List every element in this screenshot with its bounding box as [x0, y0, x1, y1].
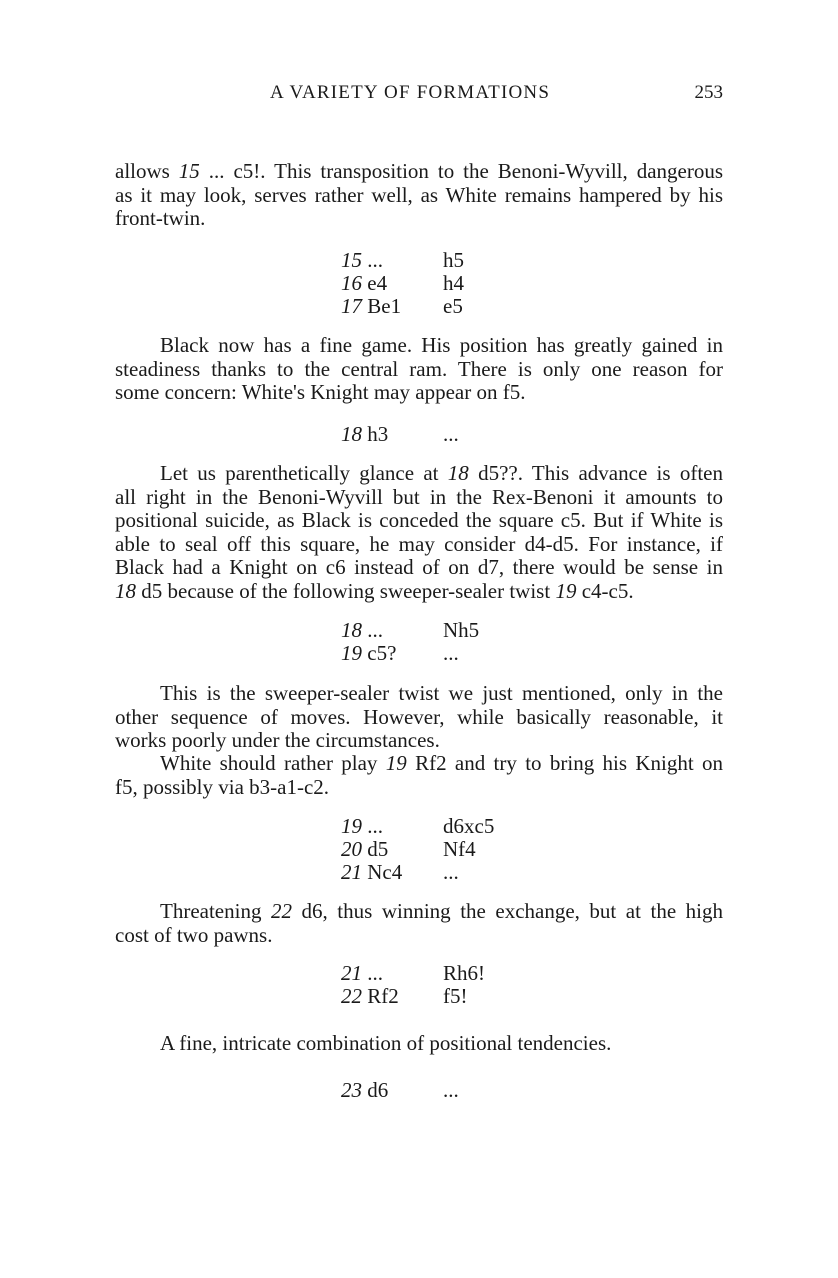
move-row: 19 c5? ... — [341, 641, 459, 665]
text-line: other sequence of moves. However, while basically reasonable, it — [115, 704, 723, 729]
text-line: cost of two pawns. — [115, 922, 273, 947]
paragraph-2 — [115, 334, 723, 405]
chapter-title: A VARIETY OF FORMATIONS — [270, 82, 551, 103]
move-row: 18 ... Nh5 — [341, 618, 480, 642]
move-list-1 — [341, 249, 601, 318]
move-row: 22 Rf2 f5! — [341, 984, 468, 1008]
text-line: front-twin. — [115, 206, 206, 230]
text-line: Let us parenthetically glance at 18 d5??. This advance is often — [160, 461, 723, 485]
running-head — [115, 82, 723, 110]
move-row: 16 e4 h4 — [341, 271, 464, 295]
text-line: Black now has a fine game. His position has greatly gained in — [160, 333, 723, 357]
move-list-5 — [341, 962, 601, 1008]
paragraph-7 — [115, 1032, 723, 1056]
text-line: steadiness thanks to the central ram. There is only one reason for — [115, 356, 723, 381]
text-line: A fine, intricate combination of positional tendencies. — [160, 1031, 612, 1055]
paragraph-6 — [115, 900, 723, 947]
text-line: some concern: White's Knight may appear on f5. — [115, 380, 526, 404]
move-list-2 — [341, 423, 601, 446]
move-list-6 — [341, 1079, 601, 1102]
page-number: 253 — [694, 82, 723, 103]
text-line: White should rather play 19 Rf2 and try to bring his Knight on — [160, 751, 724, 775]
move-row: 23 d6 ... — [341, 1078, 459, 1102]
paragraph-1 — [115, 160, 723, 231]
paragraph-5 — [115, 752, 723, 799]
text-line: as it may look, serves rather well, as White remains hampered by his — [115, 182, 723, 207]
text-line: able to seal off this square, he may consider d4-d5. For instance, if — [115, 531, 723, 556]
text-line: Threatening 22 d6, thus winning the exchange, but at the high — [160, 899, 723, 923]
text-line: allows 15 ... c5!. This transposition to the Benoni-Wyvill, dangerous — [115, 159, 724, 183]
text-line: positional suicide, as Black is conceded the square c5. But if White is — [115, 508, 723, 532]
move-row: 15 ... h5 — [341, 248, 464, 272]
text-line: This is the sweeper-sealer twist we just mentioned, only in the — [160, 681, 723, 705]
paragraph-3 — [115, 462, 723, 603]
text-line: works poorly under the circumstances. — [115, 728, 440, 752]
move-row: 21 Nc4 ... — [341, 860, 459, 884]
move-list-4 — [341, 815, 601, 884]
text-line: 18 d5 because of the following sweeper-sealer twist 19 c4-c5. — [115, 578, 634, 603]
move-row: 17 Be1 e5 — [341, 294, 463, 318]
move-row: 21 ... Rh6! — [341, 961, 485, 985]
move-row: 18 h3 ... — [341, 422, 459, 446]
text-line: all right in the Benoni-Wyvill but in the Rex-Benoni it amounts to — [115, 484, 723, 509]
move-list-3 — [341, 619, 601, 665]
paragraph-4 — [115, 682, 723, 753]
text-line: Black had a Knight on c6 instead of on d7, there would be sense in — [115, 555, 723, 579]
move-row: 20 d5 Nf4 — [341, 837, 476, 861]
text-line: f5, possibly via b3-a1-c2. — [115, 774, 330, 799]
move-row: 19 ... d6xc5 — [341, 814, 495, 838]
